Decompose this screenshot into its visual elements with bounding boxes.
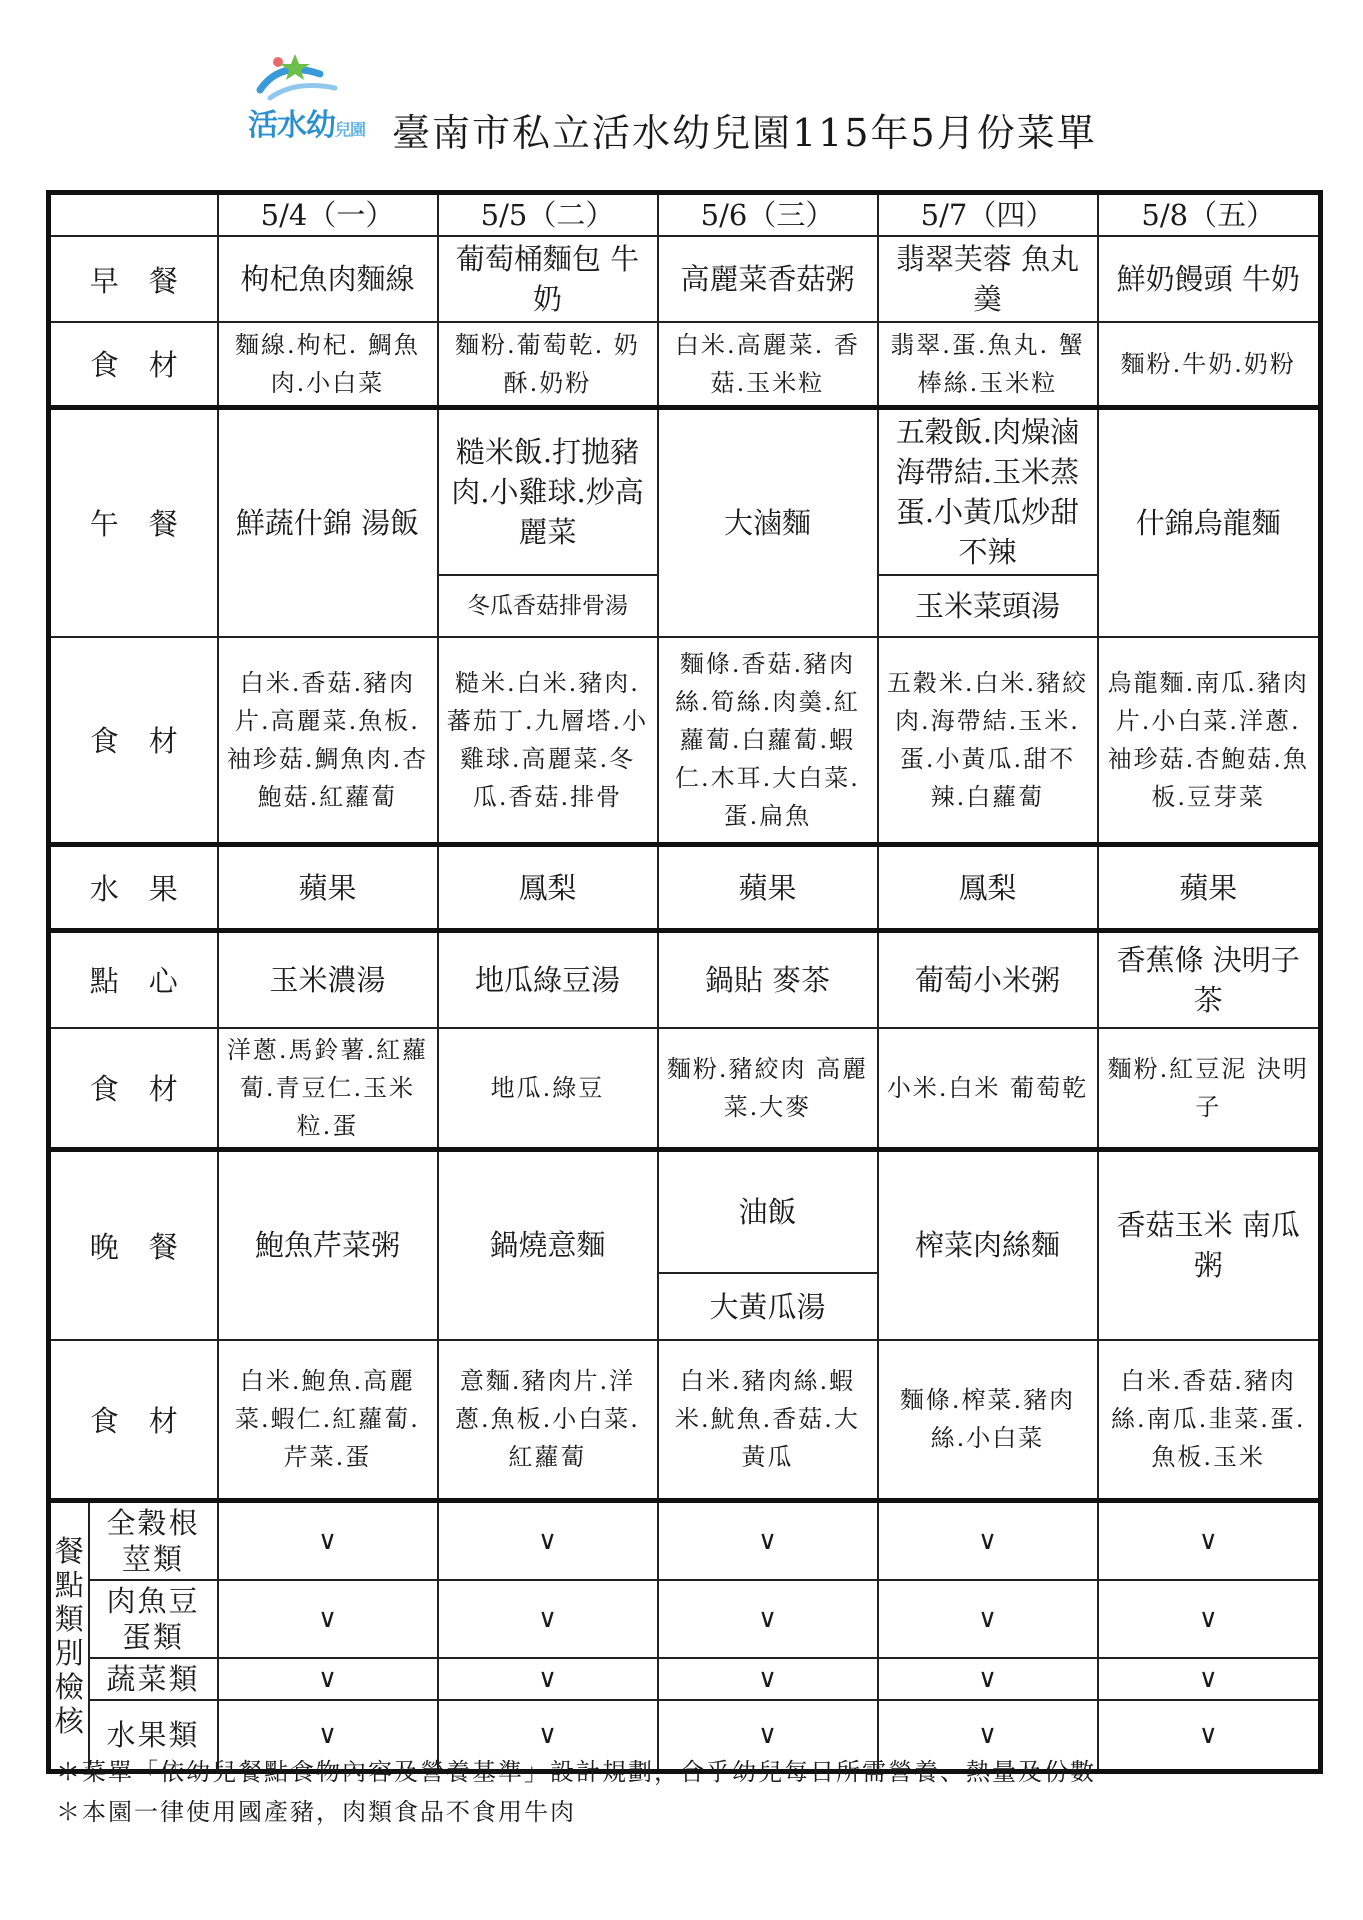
check-mark: ∨: [658, 1500, 878, 1580]
check-mark: ∨: [1098, 1500, 1321, 1580]
date-header: 5/7（四）: [878, 193, 1098, 237]
menu-table: [46, 190, 1323, 1774]
ingredients-label: 食材: [49, 1028, 218, 1150]
fruit-item: 蘋果: [218, 845, 438, 931]
snack-ingredients: 麵粉.紅豆泥 決明子: [1098, 1028, 1321, 1150]
breakfast-ingredients: 麵粉.牛奶.奶粉: [1098, 322, 1321, 407]
snack-dish: 鍋貼 麥茶: [658, 931, 878, 1028]
fruit-item: 蘋果: [1098, 845, 1321, 931]
snack-ingredients: 地瓜.綠豆: [438, 1028, 658, 1150]
snack-dish: 葡萄小米粥: [878, 931, 1098, 1028]
lunch-dish: 鮮蔬什錦 湯飯: [218, 407, 438, 637]
check-mark: ∨: [218, 1580, 438, 1658]
breakfast-dish: 鮮奶饅頭 牛奶: [1098, 236, 1321, 322]
snack-ingredients: 洋蔥.馬鈴薯.紅蘿蔔.青豆仁.玉米粒.蛋: [218, 1028, 438, 1150]
fruit-item: 鳳梨: [438, 845, 658, 931]
check-group-label: 餐點類別檢核: [49, 1500, 89, 1772]
check-mark: ∨: [1098, 1580, 1321, 1658]
lunch-ingredients-row: [49, 637, 1321, 845]
breakfast-ingredients: 麵粉.葡萄乾. 奶酥.奶粉: [438, 322, 658, 407]
fruit-label: 水果: [49, 845, 218, 931]
dinner-dish: 榨菜肉絲麵: [878, 1149, 1098, 1340]
lunch-ingredients: 麵條.香菇.豬肉絲.筍絲.肉羮.紅蘿蔔.白蘿蔔.蝦仁.木耳.大白菜.蛋.扁魚: [658, 637, 878, 845]
date-header: 5/4（一）: [218, 193, 438, 237]
dinner-ingredients: 白米.鮑魚.高麗菜.蝦仁.紅蘿蔔.芹菜.蛋: [218, 1340, 438, 1500]
check-mark: ∨: [1098, 1658, 1321, 1700]
dinner-dish: 鮑魚芹菜粥: [218, 1149, 438, 1340]
dinner-ingredients: 白米.豬肉絲.蝦米.魷魚.香菇.大黃瓜: [658, 1340, 878, 1500]
check-mark: ∨: [658, 1700, 878, 1772]
lunch-ingredients: 五穀米.白米.豬絞肉.海帶結.玉米.蛋.小黃瓜.甜不辣.白蘿蔔: [878, 637, 1098, 845]
dinner-soup: 大黃瓜湯: [658, 1273, 878, 1340]
check-mark: ∨: [218, 1658, 438, 1700]
breakfast-row: [49, 236, 1321, 322]
lunch-dish: 五穀飯.肉燥滷海帶結.玉米蒸蛋.小黃瓜炒甜不辣: [878, 407, 1098, 575]
lunch-label: 午餐: [49, 407, 218, 637]
date-header: 5/5（二）: [438, 193, 658, 237]
fruit-item: 蘋果: [658, 845, 878, 931]
breakfast-ingredients-row: [49, 322, 1321, 407]
check-mark: ∨: [438, 1580, 658, 1658]
snack-row: [49, 931, 1321, 1028]
corner-cell: [49, 193, 218, 237]
check-category: 水果類: [89, 1700, 218, 1772]
dinner-ingredients: 意麵.豬肉片.洋蔥.魚板.小白菜.紅蘿蔔: [438, 1340, 658, 1500]
lunch-row: [49, 407, 1321, 575]
footnotes: [56, 1752, 1096, 1832]
school-logo: [240, 50, 390, 143]
check-mark: ∨: [878, 1500, 1098, 1580]
snack-ingredients: 麵粉.豬絞肉 高麗菜.大麥: [658, 1028, 878, 1150]
breakfast-ingredients: 白米.高麗菜. 香菇.玉米粒: [658, 322, 878, 407]
snack-label: 點心: [49, 931, 218, 1028]
ingredients-label: 食材: [49, 322, 218, 407]
check-mark: ∨: [438, 1658, 658, 1700]
lunch-dish: 什錦烏龍麵: [1098, 407, 1321, 637]
date-header: 5/6（三）: [658, 193, 878, 237]
check-mark: ∨: [438, 1700, 658, 1772]
fruit-item: 鳳梨: [878, 845, 1098, 931]
logo-text: 活水幼兒園: [248, 108, 366, 143]
dinner-dish: 鍋燒意麵: [438, 1149, 658, 1340]
check-mark: ∨: [878, 1580, 1098, 1658]
lunch-ingredients: 烏龍麵.南瓜.豬肉片.小白菜.洋蔥.袖珍菇.杏鮑菇.魚板.豆芽菜: [1098, 637, 1321, 845]
lunch-ingredients: 白米.香菇.豬肉片.高麗菜.魚板.袖珍菇.鯛魚肉.杏鮑菇.紅蘿蔔: [218, 637, 438, 845]
check-mark: ∨: [1098, 1700, 1321, 1772]
dinner-dish: 油飯: [658, 1149, 878, 1273]
check-row-vegetables: [49, 1658, 1321, 1700]
lunch-dish: 大滷麵: [658, 407, 878, 637]
footnote: ＊本園一律使用國產豬，肉類食品不食用牛肉: [56, 1798, 576, 1826]
dinner-ingredients: 白米.香菇.豬肉絲.南瓜.韭菜.蛋.魚板.玉米: [1098, 1340, 1321, 1500]
breakfast-dish: 枸杞魚肉麵線: [218, 236, 438, 322]
dinner-ingredients-row: [49, 1340, 1321, 1500]
dinner-label: 晚餐: [49, 1149, 218, 1340]
fruit-row: [49, 845, 1321, 931]
check-row-protein: [49, 1580, 1321, 1658]
dinner-row: [49, 1149, 1321, 1273]
check-mark: ∨: [658, 1580, 878, 1658]
breakfast-dish: 葡萄桶麵包 牛奶: [438, 236, 658, 322]
snack-dish: 地瓜綠豆湯: [438, 931, 658, 1028]
snack-ingredients-row: [49, 1028, 1321, 1150]
snack-dish: 玉米濃湯: [218, 931, 438, 1028]
page-title: 臺南市私立活水幼兒園115年5月份菜單: [392, 111, 1097, 155]
lunch-soup: 玉米菜頭湯: [878, 575, 1098, 637]
check-category: 全穀根莖類: [89, 1500, 218, 1580]
check-mark: ∨: [438, 1500, 658, 1580]
check-mark: ∨: [878, 1700, 1098, 1772]
check-mark: ∨: [218, 1700, 438, 1772]
lunch-dish: 糙米飯.打拋豬肉.小雞球.炒高麗菜: [438, 407, 658, 575]
lunch-soup: 冬瓜香菇排骨湯: [438, 575, 658, 637]
check-category: 肉魚豆蛋類: [89, 1580, 218, 1658]
breakfast-dish: 翡翠芙蓉 魚丸羮: [878, 236, 1098, 322]
breakfast-ingredients: 翡翠.蛋.魚丸. 蟹棒絲.玉米粒: [878, 322, 1098, 407]
snack-ingredients: 小米.白米 葡萄乾: [878, 1028, 1098, 1150]
check-mark: ∨: [218, 1500, 438, 1580]
check-category: 蔬菜類: [89, 1658, 218, 1700]
date-header: 5/8（五）: [1098, 193, 1321, 237]
date-row: [49, 193, 1321, 237]
ingredients-label: 食材: [49, 637, 218, 845]
ingredients-label: 食材: [49, 1340, 218, 1500]
check-mark: ∨: [658, 1658, 878, 1700]
footnote: ＊菜單「依幼兒餐點食物內容及營養基準」設計規劃，合乎幼兒每日所需營養、熱量及份數: [56, 1758, 1096, 1786]
dinner-ingredients: 麵條.榨菜.豬肉絲.小白菜: [878, 1340, 1098, 1500]
lunch-ingredients: 糙米.白米.豬肉.蕃茄丁.九層塔.小雞球.高麗菜.冬瓜.香菇.排骨: [438, 637, 658, 845]
snack-dish: 香蕉條 決明子茶: [1098, 931, 1321, 1028]
dinner-dish: 香菇玉米 南瓜粥: [1098, 1149, 1321, 1340]
check-mark: ∨: [878, 1658, 1098, 1700]
breakfast-label: 早餐: [49, 236, 218, 322]
check-row-grains: [49, 1500, 1321, 1580]
breakfast-dish: 高麗菜香菇粥: [658, 236, 878, 322]
breakfast-ingredients: 麵線.枸杞. 鯛魚肉.小白菜: [218, 322, 438, 407]
